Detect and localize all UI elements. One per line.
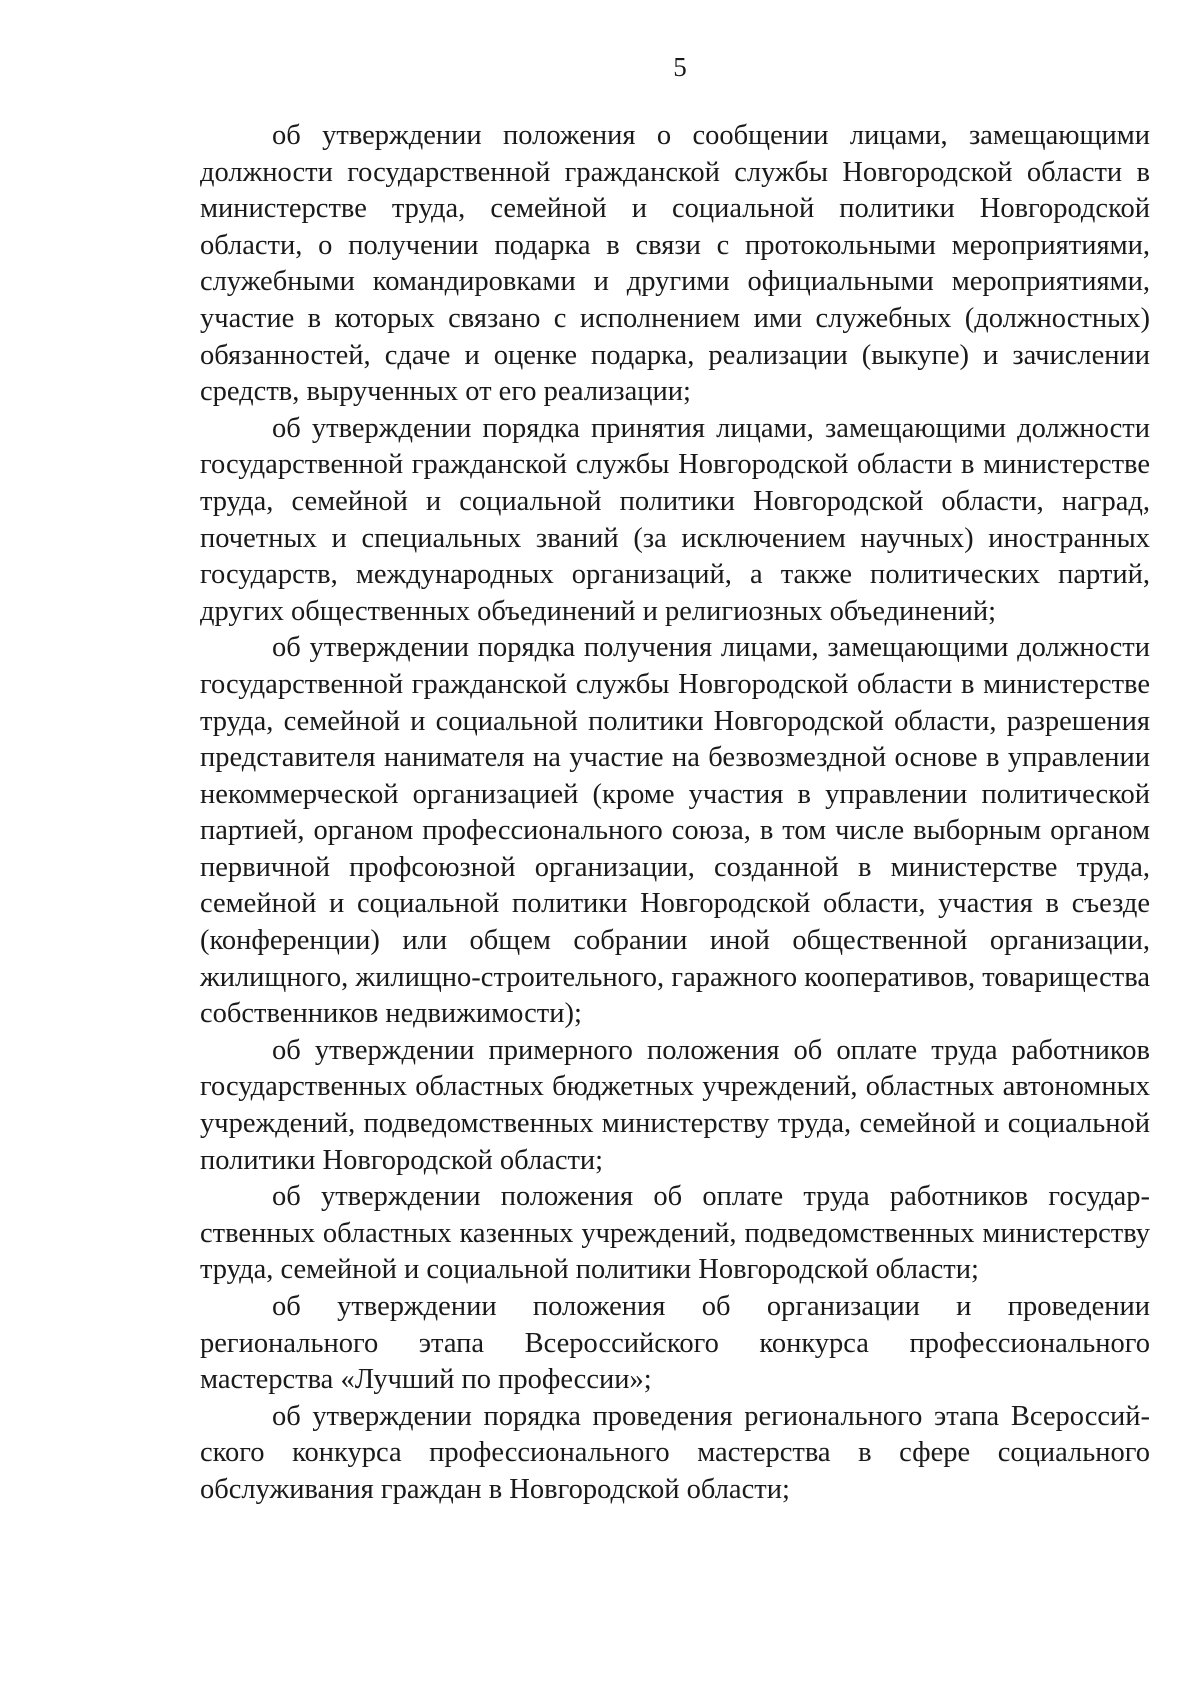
paragraph-nonprofit-participation: об утверждении порядка получения лицами, замещающими должности государственной гражданской службы Новгородской области в министерстве труда, семейной и социальной политики Новгородской области, разрешения представителя нанимателя на участие на безвозмездной основе в управлении некоммерческой организацией (кроме участия в управлении политической партией, органом профессионального союза, в том числе выборным органом первичной профсоюзной организации, созданной в министерстве труда, семейной и социальной политики Новгородской области, участия в съезде (конференции) или общем собрании иной общественной организации, жилищного, жилищно-строительного, гаражного кооперативов, товарищества собственников недвижимости); — [200, 632, 1150, 1030]
paragraph-budget-institutions-pay: об утверждении примерного положения об оплате труда работников государственных областных бюджетных учреждений, областных автономных учреждений, подведомственных министерству труда, семейной и социальной политики Новгородской области; — [200, 1034, 1150, 1176]
paragraph-best-in-profession-contest: об утверждении положения об организации и проведении регионального этапа Всероссийского конкурса профессионального мастерства «Лучший по профессии»; — [200, 1291, 1150, 1396]
page-number: 5 — [673, 52, 687, 82]
paragraph-gift-reporting: об утверждении положения о сообщении лицами, замещающими должности государственной гражданской службы Новгородской области в министерстве труда, семейной и социальной политики Новгородской области, о получении подарка в связи с протокольными мероприятиями, служебными командировками и другими официальными мероприятиями, участие в которых связано с исполнением ими служебных (должностных) обязанностей, сдаче и оценке подарка, реализации (выкупе) и зачислении средств, вырученных от его реализации; — [200, 120, 1150, 408]
document-body — [200, 118, 1150, 1509]
paragraph-social-service-contest: об утверждении порядка проведения регионального этапа Всероссийского конкурса профессионального мастерства в сфере социального обслуживания граждан в Новгородской области; — [200, 1400, 1150, 1505]
paragraph-awards-acceptance: об утверждении порядка принятия лицами, замещающими должности государственной гражданской службы Новгородской области в министерстве труда, семейной и социальной политики Новгородской области, наград, почетных и специальных званий (за исключением научных) иностранных государств, международных организаций, а также политических партий, других общественных объединений и религиозных объединений; — [200, 412, 1150, 627]
paragraph-state-institutions-pay: об утверждении положения об оплате труда работников государственных областных казенных учреждений, подведомственных министерству труда, семейной и социальной политики Новгородской области; — [200, 1181, 1150, 1286]
